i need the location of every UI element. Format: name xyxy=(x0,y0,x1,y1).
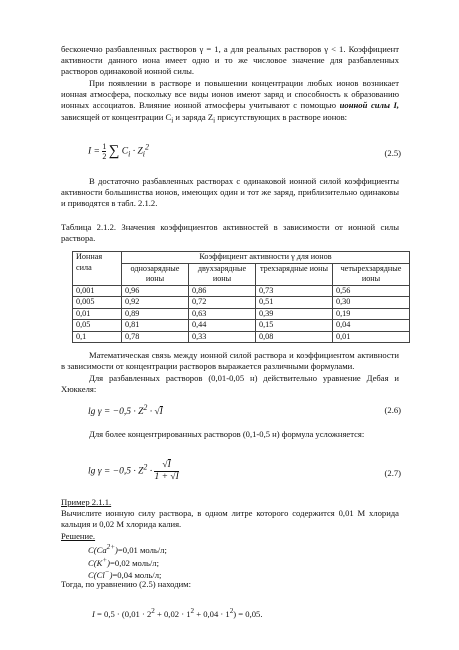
table-row xyxy=(73,331,410,343)
table-cell: 0,04 xyxy=(333,320,410,332)
paragraph-5: Для разбавленных растворов (0,01-0,05 н) действительно уравнение Дебая и Хюккеля: xyxy=(61,373,399,395)
paragraph-1: бесконечно разбавленных растворов γ = 1, а для реальных растворов γ < 1. Коэффициент активности данного иона имеет одно и то же числовое значение для разбавленных растворов одинаковой ионной силы. xyxy=(61,44,399,77)
paragraph-4: Математическая связь между ионной силой раствора и коэффициентом активности в зависимости от концентрации растворов выражается различными формулами. xyxy=(61,350,399,372)
equation-2-7: $\lg \gamma = -0,5 \cdot Z^2 \cdot √I$ 1 + √I xyxy=(88,460,179,482)
solution-line-cl: C(Cl−)=0,04 моль/л; xyxy=(88,568,162,580)
paragraph-2: При появлении в растворе и повышении концентрации любых ионов возникает ионная атмосфера, поскольку все виды ионов имеют заряд и способность к образованию ионных ассоциатов. Влияние ионной атмосферы учитывают с помощью ионной силы I, зависящей от концентрации $C_i$ и заряда $Z_i$ присутствующих в растворе ионов: xyxy=(61,78,400,125)
table-row xyxy=(73,308,410,320)
table-cell: 0,08 xyxy=(256,331,333,343)
table-cell: 0,005 xyxy=(73,297,122,309)
example-title: Пример 2.1.1. xyxy=(61,497,112,507)
paragraph-3: В достаточно разбавленных растворах с одинаковой ионной силой коэффициенты активности большинства ионов, имеющих один и тот же заряд, приблизительно одинаковы и приводятся в табл. 2.1.2. xyxy=(61,176,399,209)
table-cell: 0,72 xyxy=(189,297,256,309)
table-cell: 0,81 xyxy=(122,320,189,332)
final-calculation: $I = 0,5 \cdot (0,01 \cdot 2^2 + 0,02 \cdot 1^2 + 0,04 \cdot 1^2) = 0,05$. xyxy=(92,607,263,619)
table-caption: Таблица 2.1.2. Значения коэффициентов активностей в зависимости от ионной силы раствора. xyxy=(61,222,399,244)
table-cell: 0,86 xyxy=(189,285,256,297)
table-row xyxy=(73,297,410,309)
table-header: двухзарядные ионы xyxy=(189,263,256,285)
equation-2-5: I = 1 2 ∑ $C_i \cdot Z_i^2$ xyxy=(88,142,149,161)
equation-number-2-5: (2.5) xyxy=(384,148,401,158)
table-cell: 0,001 xyxy=(73,285,122,297)
equation-number-2-7: (2.7) xyxy=(384,468,401,478)
solution-line-ca: $C(Ca^{2+})=0,01$ моль/л; xyxy=(88,543,167,555)
activity-coefficients-table xyxy=(72,251,410,343)
table-cell: 0,39 xyxy=(256,308,333,320)
table-cell: 0,44 xyxy=(189,320,256,332)
table-cell: 0,56 xyxy=(333,285,410,297)
table-cell: 0,63 xyxy=(189,308,256,320)
table-cell: 0,92 xyxy=(122,297,189,309)
solution-title: Решение. xyxy=(61,531,96,541)
table-cell: 0,05 xyxy=(73,320,122,332)
table-cell: 0,73 xyxy=(256,285,333,297)
table-cell: 0,1 xyxy=(73,331,122,343)
table-cell: 0,15 xyxy=(256,320,333,332)
table-cell: 0,51 xyxy=(256,297,333,309)
table-cell: 0,01 xyxy=(333,331,410,343)
paragraph-6: Для более концентрированных растворов (0,1-0,5 н) формула усложняется: xyxy=(89,429,365,439)
then-text: Тогда, по уравнению (2.5) находим: xyxy=(61,579,192,589)
table-cell: 0,19 xyxy=(333,308,410,320)
table-row xyxy=(73,320,410,332)
table-cell: 0,33 xyxy=(189,331,256,343)
table-cell: 0,96 xyxy=(122,285,189,297)
solution-line-k: C(K+)=0,02 моль/л; xyxy=(88,556,159,568)
table-cell: 0,01 xyxy=(73,308,122,320)
table-cell: 0,78 xyxy=(122,331,189,343)
table-header: трехзарядные ионы xyxy=(256,263,333,285)
table-cell: 0,30 xyxy=(333,297,410,309)
table-row xyxy=(73,285,410,297)
table-header: четырехзарядные ионы xyxy=(333,263,410,285)
table-header-ionic-strength: Ионная сила xyxy=(73,252,122,286)
table-header-group: Коэффициент активности γ для ионов xyxy=(122,252,410,264)
example-text: Вычислите ионную силу раствора, в одном литре которого содержится 0,01 М хлорида кальция и 0,02 М хлорида калия. xyxy=(61,508,399,530)
equation-2-6: $\lg \gamma = -0,5 \cdot Z^2 \cdot √I$ xyxy=(88,403,163,418)
table-cell: 0,89 xyxy=(122,308,189,320)
equation-number-2-6: (2.6) xyxy=(384,405,401,415)
table-header: однозарядные ионы xyxy=(122,263,189,285)
